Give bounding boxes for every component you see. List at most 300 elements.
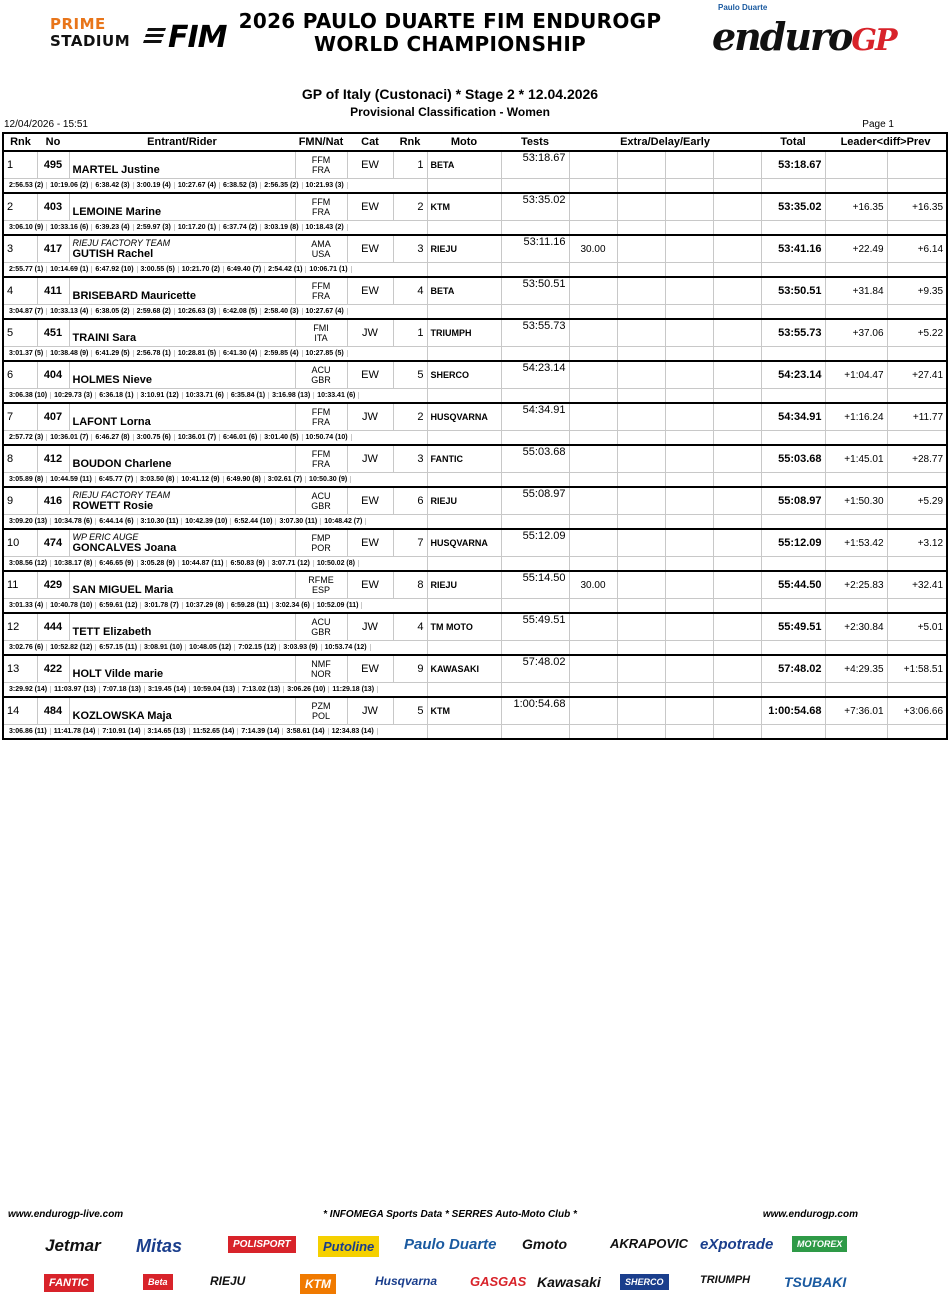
split-time: 6:35.84 (1) (228, 392, 269, 399)
rider-name: GUTISH Rachel (72, 248, 154, 260)
split-times-cell (3, 641, 427, 656)
rank: 9 (3, 487, 37, 515)
fmn: FFM (311, 197, 331, 207)
category: EW (347, 235, 393, 263)
motorcycle: KTM (427, 697, 501, 725)
tests-time: 55:49.51 (501, 613, 569, 641)
split-times-cell (3, 263, 427, 278)
title-line-1: 2026 PAULO DUARTE FIM ENDUROGP (238, 9, 662, 33)
rider-name: LEMOINE Marine (72, 206, 162, 218)
blank-cell (713, 613, 761, 641)
delay-cell (617, 235, 665, 263)
footer-site-url[interactable]: www.endurogp.com (762, 1209, 858, 1220)
early-cell (665, 151, 713, 179)
team-name: WP ERIC AUGE (72, 532, 139, 542)
category-rank: 4 (393, 277, 427, 305)
rank: 14 (3, 697, 37, 725)
col-tests: Tests (501, 133, 569, 151)
extra-penalty (569, 445, 617, 473)
result-row (3, 403, 947, 431)
team-name: RIEJU FACTORY TEAM (72, 490, 171, 500)
split-time: 10:29.73 (3) (51, 392, 96, 399)
leader-diff: +1:45.01 (825, 445, 887, 473)
split-time: 10:37.29 (8) (183, 602, 228, 609)
prev-diff: +32.41 (887, 571, 947, 599)
fmn-nat-cell (295, 319, 347, 347)
split-time: 2:57.72 (3) (6, 434, 47, 441)
category-rank: 7 (393, 529, 427, 557)
team-name: RIEJU FACTORY TEAM (72, 238, 171, 248)
blank-cell (713, 151, 761, 179)
split-times-cell (3, 305, 427, 320)
fmn-nat-cell (295, 151, 347, 179)
split-times-cell (3, 599, 427, 614)
extra-penalty: 30.00 (569, 571, 617, 599)
rider-name: BOUDON Charlene (72, 458, 172, 470)
split-time: 3:16.98 (13) (269, 392, 314, 399)
split-time: 10:33.71 (6) (183, 392, 228, 399)
result-row (3, 277, 947, 305)
split-time: 10:21.70 (2) (179, 266, 224, 273)
split-time: 2:56.35 (2) (261, 182, 302, 189)
prev-diff: +6.14 (887, 235, 947, 263)
bib-number: 403 (37, 193, 69, 221)
endurogp-logo (712, 14, 896, 59)
extra-penalty (569, 193, 617, 221)
entrant-cell (69, 193, 295, 221)
delay-cell (617, 529, 665, 557)
tests-time: 57:48.02 (501, 655, 569, 683)
prime-text: PRIME (50, 15, 106, 33)
nationality: ESP (311, 585, 330, 595)
split-time: 6:46.65 (9) (96, 560, 137, 567)
blank-cell (713, 445, 761, 473)
split-time: 6:50.83 (9) (227, 560, 268, 567)
split-time: 10:33.13 (4) (47, 308, 92, 315)
prev-diff: +5.22 (887, 319, 947, 347)
total-time: 53:50.51 (761, 277, 825, 305)
category: JW (347, 445, 393, 473)
rank: 4 (3, 277, 37, 305)
split-time: 2:54.42 (1) (265, 266, 306, 273)
leader-diff: +16.35 (825, 193, 887, 221)
category-rank: 6 (393, 487, 427, 515)
prev-diff: +9.35 (887, 277, 947, 305)
split-time: 2:55.77 (1) (6, 266, 47, 273)
split-time: 2:58.40 (3) (261, 308, 302, 315)
split-time: 3:10.91 (12) (138, 392, 183, 399)
bib-number: 474 (37, 529, 69, 557)
split-time: 3:07.30 (11) (276, 518, 321, 525)
entrant-cell (69, 403, 295, 431)
motorcycle: BETA (427, 151, 501, 179)
rank: 1 (3, 151, 37, 179)
early-cell (665, 235, 713, 263)
rank: 11 (3, 571, 37, 599)
split-time: 10:17.20 (1) (175, 224, 220, 231)
fmn: FMI (313, 323, 329, 333)
bib-number: 416 (37, 487, 69, 515)
category-rank: 2 (393, 193, 427, 221)
leader-diff: +7:36.01 (825, 697, 887, 725)
sponsor-logo: Kawasaki (537, 1274, 601, 1290)
fmn: FMP (311, 533, 331, 543)
motorcycle: HUSQVARNA (427, 403, 501, 431)
col-no: No (37, 133, 69, 151)
category-rank: 1 (393, 319, 427, 347)
split-time: 3:03.93 (9) (280, 644, 321, 651)
early-cell (665, 361, 713, 389)
total-time: 55:12.09 (761, 529, 825, 557)
leader-diff: +1:53.42 (825, 529, 887, 557)
split-time: 6:52.44 (10) (231, 518, 276, 525)
fmn: PZM (311, 701, 331, 711)
split-times-row (3, 641, 947, 656)
category: EW (347, 151, 393, 179)
split-time: 6:49.40 (7) (224, 266, 265, 273)
split-time: 10:50.02 (8) (314, 560, 359, 567)
category: JW (347, 697, 393, 725)
tests-time: 53:55.73 (501, 319, 569, 347)
fmn-nat-cell (295, 529, 347, 557)
fmn: ACU (311, 617, 331, 627)
split-times-row (3, 305, 947, 320)
fim-logo: FIM (168, 20, 227, 55)
split-time: 7:14.39 (14) (238, 728, 283, 735)
rider-name: BRISEBARD Mauricette (72, 290, 196, 302)
nationality: FRA (312, 291, 330, 301)
col-moto: Moto (427, 133, 501, 151)
motorcycle: KTM (427, 193, 501, 221)
split-time: 6:38.52 (3) (220, 182, 261, 189)
split-time: 6:46.01 (6) (220, 434, 261, 441)
category: JW (347, 403, 393, 431)
split-times-row (3, 221, 947, 236)
category-rank: 3 (393, 445, 427, 473)
rider-name: LAFONT Lorna (72, 416, 151, 428)
split-time: 3:06.38 (10) (6, 392, 51, 399)
split-times-row (3, 389, 947, 404)
rider-name: ROWETT Rosie (72, 500, 154, 512)
fmn: NMF (311, 659, 331, 669)
blank-cell (713, 529, 761, 557)
sponsor-logo: KTM (300, 1274, 336, 1294)
split-time: 12:34.83 (14) (329, 728, 378, 735)
split-times-cell (3, 431, 427, 446)
split-time: 10:52.82 (12) (47, 644, 96, 651)
split-time: 6:39.23 (4) (92, 224, 133, 231)
blank-cell (713, 235, 761, 263)
split-time: 6:38.42 (3) (92, 182, 133, 189)
bib-number: 429 (37, 571, 69, 599)
split-time: 6:45.77 (7) (96, 476, 137, 483)
delay-cell (617, 571, 665, 599)
split-time: 3:01.37 (5) (6, 350, 47, 357)
sponsor-logo: GASGAS (470, 1274, 527, 1289)
category-rank: 3 (393, 235, 427, 263)
nationality: POR (311, 543, 331, 553)
tests-time: 55:12.09 (501, 529, 569, 557)
entrant-cell (69, 151, 295, 179)
split-time: 3:02.76 (6) (6, 644, 47, 651)
delay-cell (617, 151, 665, 179)
split-time: 10:42.39 (10) (182, 518, 231, 525)
bib-number: 444 (37, 613, 69, 641)
early-cell (665, 571, 713, 599)
split-time: 10:59.04 (13) (190, 686, 239, 693)
split-time: 10:52.09 (11) (314, 602, 363, 609)
category-rank: 8 (393, 571, 427, 599)
split-time: 3:10.30 (11) (138, 518, 183, 525)
split-times-row (3, 179, 947, 194)
result-row (3, 151, 947, 179)
blank-cell (713, 655, 761, 683)
enduro-text: enduro (712, 14, 852, 59)
logo-paulo-duarte-text: Paulo Duarte (718, 3, 768, 12)
footer-live-url[interactable]: www.endurogp-live.com (8, 1209, 124, 1220)
bib-number: 451 (37, 319, 69, 347)
split-time: 2:59.68 (2) (134, 308, 175, 315)
split-time: 10:50.74 (10) (303, 434, 352, 441)
split-time: 10:06.71 (1) (306, 266, 351, 273)
prev-diff: +16.35 (887, 193, 947, 221)
total-time: 55:08.97 (761, 487, 825, 515)
sponsor-logo: Husqvarna (375, 1274, 438, 1288)
motorcycle: BETA (427, 277, 501, 305)
early-cell (665, 655, 713, 683)
split-times-row (3, 683, 947, 698)
split-time: 6:41.29 (5) (92, 350, 133, 357)
rider-name: MARTEL Justine (72, 164, 160, 176)
sponsor-logo: TSUBAKI (784, 1274, 847, 1290)
result-row (3, 697, 947, 725)
leader-diff: +2:30.84 (825, 613, 887, 641)
blank-cell (713, 361, 761, 389)
blank-cell (713, 487, 761, 515)
split-time: 6:41.30 (4) (220, 350, 261, 357)
fmn-nat-cell (295, 697, 347, 725)
split-time: 3:06.86 (11) (6, 728, 51, 735)
rider-name: HOLMES Nieve (72, 374, 152, 386)
split-time: 10:14.69 (1) (47, 266, 92, 273)
tests-time: 1:00:54.68 (501, 697, 569, 725)
leader-diff (825, 151, 887, 179)
category-rank: 4 (393, 613, 427, 641)
category: JW (347, 613, 393, 641)
col-diff: Leader<diff>Prev (825, 133, 947, 151)
fmn-nat-cell (295, 235, 347, 263)
category: EW (347, 655, 393, 683)
delay-cell (617, 487, 665, 515)
motorcycle: TRIUMPH (427, 319, 501, 347)
tests-time: 54:34.91 (501, 403, 569, 431)
split-time: 10:41.12 (9) (178, 476, 223, 483)
fmn-nat-cell (295, 361, 347, 389)
split-times-row (3, 515, 947, 530)
nationality: ITA (314, 333, 328, 343)
split-time: 10:27.67 (4) (175, 182, 220, 189)
split-time: 6:47.92 (10) (92, 266, 137, 273)
prev-diff: +28.77 (887, 445, 947, 473)
fmn-nat-cell (295, 487, 347, 515)
category: EW (347, 277, 393, 305)
split-time: 3:05.89 (8) (6, 476, 47, 483)
nationality: FRA (312, 459, 330, 469)
motorcycle: KAWASAKI (427, 655, 501, 683)
fmn: AMA (311, 239, 331, 249)
early-cell (665, 403, 713, 431)
motorcycle: RIEJU (427, 487, 501, 515)
extra-penalty (569, 403, 617, 431)
split-time: 10:34.78 (6) (51, 518, 96, 525)
extra-penalty (569, 655, 617, 683)
sponsor-logo: TRIUMPH (700, 1274, 751, 1286)
nationality: FRA (312, 207, 330, 217)
fmn-nat-cell (295, 571, 347, 599)
total-time: 54:23.14 (761, 361, 825, 389)
split-time: 3:02.61 (7) (265, 476, 306, 483)
leader-diff: +2:25.83 (825, 571, 887, 599)
nationality: GBR (311, 627, 331, 637)
split-time: 10:36.01 (7) (175, 434, 220, 441)
split-time: 10:48.42 (7) (321, 518, 366, 525)
leader-diff: +22.49 (825, 235, 887, 263)
split-time: 3:01.33 (4) (6, 602, 47, 609)
nationality: NOR (311, 669, 331, 679)
split-time: 11:52.65 (14) (190, 728, 239, 735)
total-time: 55:49.51 (761, 613, 825, 641)
entrant-cell (69, 235, 295, 263)
split-time: 7:10.91 (14) (99, 728, 144, 735)
delay-cell (617, 613, 665, 641)
delay-cell (617, 697, 665, 725)
delay-cell (617, 319, 665, 347)
result-row (3, 319, 947, 347)
page-number: Page 1 (862, 119, 894, 130)
prev-diff: +1:58.51 (887, 655, 947, 683)
rank: 10 (3, 529, 37, 557)
extra-penalty (569, 613, 617, 641)
delay-cell (617, 361, 665, 389)
rank: 2 (3, 193, 37, 221)
bib-number: 411 (37, 277, 69, 305)
leader-diff: +31.84 (825, 277, 887, 305)
fmn-nat-cell (295, 445, 347, 473)
split-time: 10:28.81 (5) (175, 350, 220, 357)
delay-cell (617, 277, 665, 305)
fmn: ACU (311, 365, 331, 375)
sponsor-logo: AKRAPOVIC (610, 1236, 689, 1251)
result-row (3, 613, 947, 641)
fim-stripes-icon (144, 26, 166, 46)
rank: 5 (3, 319, 37, 347)
total-time: 53:18.67 (761, 151, 825, 179)
extra-penalty (569, 529, 617, 557)
result-row (3, 235, 947, 263)
split-time: 6:44.14 (6) (96, 518, 137, 525)
prev-diff: +5.29 (887, 487, 947, 515)
result-row (3, 193, 947, 221)
entrant-cell (69, 697, 295, 725)
sponsor-logo: Mitas (136, 1236, 183, 1256)
split-times-row (3, 473, 947, 488)
col-cat: Cat (347, 133, 393, 151)
sponsor-logo: RIEJU (210, 1274, 246, 1288)
tests-time: 55:08.97 (501, 487, 569, 515)
leader-diff: +4:29.35 (825, 655, 887, 683)
early-cell (665, 487, 713, 515)
split-time: 2:56.53 (2) (6, 182, 47, 189)
split-time: 2:59.97 (3) (134, 224, 175, 231)
tests-time: 54:23.14 (501, 361, 569, 389)
split-time: 10:26.63 (3) (175, 308, 220, 315)
split-time: 10:18.43 (2) (303, 224, 348, 231)
early-cell (665, 697, 713, 725)
split-times-row (3, 263, 947, 278)
split-time: 3:00.55 (5) (138, 266, 179, 273)
sponsor-logo: POLISPORT (228, 1236, 296, 1253)
split-times-cell (3, 221, 427, 236)
split-time: 6:37.74 (2) (220, 224, 261, 231)
split-times-cell (3, 347, 427, 362)
result-row (3, 361, 947, 389)
tests-time: 55:03.68 (501, 445, 569, 473)
extra-penalty (569, 277, 617, 305)
prev-diff: +11.77 (887, 403, 947, 431)
leader-diff: +1:16.24 (825, 403, 887, 431)
entrant-cell (69, 655, 295, 683)
blank-cell (713, 403, 761, 431)
split-times-cell (3, 515, 427, 530)
split-time: 3:07.71 (12) (269, 560, 314, 567)
total-time: 55:44.50 (761, 571, 825, 599)
split-time: 3:29.92 (14) (6, 686, 51, 693)
split-time: 10:36.01 (7) (47, 434, 92, 441)
category: EW (347, 361, 393, 389)
nationality: FRA (312, 417, 330, 427)
col-extra: Extra/Delay/Early (569, 133, 761, 151)
prev-diff: +27.41 (887, 361, 947, 389)
early-cell (665, 277, 713, 305)
championship-title (220, 10, 680, 56)
nationality: GBR (311, 375, 331, 385)
split-times-cell (3, 725, 427, 740)
early-cell (665, 319, 713, 347)
split-time: 3:14.65 (13) (145, 728, 190, 735)
entrant-cell (69, 319, 295, 347)
split-time: 6:49.90 (8) (224, 476, 265, 483)
split-time: 10:40.78 (10) (47, 602, 96, 609)
entrant-cell (69, 613, 295, 641)
rank: 7 (3, 403, 37, 431)
tests-time: 55:14.50 (501, 571, 569, 599)
col-total: Total (761, 133, 825, 151)
split-time: 2:56.78 (1) (134, 350, 175, 357)
split-times-cell (3, 179, 427, 194)
total-time: 53:35.02 (761, 193, 825, 221)
split-time: 10:38.48 (9) (47, 350, 92, 357)
rider-name: SAN MIGUEL Maria (72, 584, 174, 596)
split-time: 3:01.40 (5) (261, 434, 302, 441)
classification-subtitle: Provisional Classification - Women (350, 105, 550, 119)
bib-number: 412 (37, 445, 69, 473)
col-rnk: Rnk (3, 133, 37, 151)
rider-name: TETT Elizabeth (72, 626, 152, 638)
early-cell (665, 193, 713, 221)
split-time: 3:05.28 (9) (138, 560, 179, 567)
extra-penalty (569, 361, 617, 389)
split-time: 11:29.18 (13) (329, 686, 378, 693)
